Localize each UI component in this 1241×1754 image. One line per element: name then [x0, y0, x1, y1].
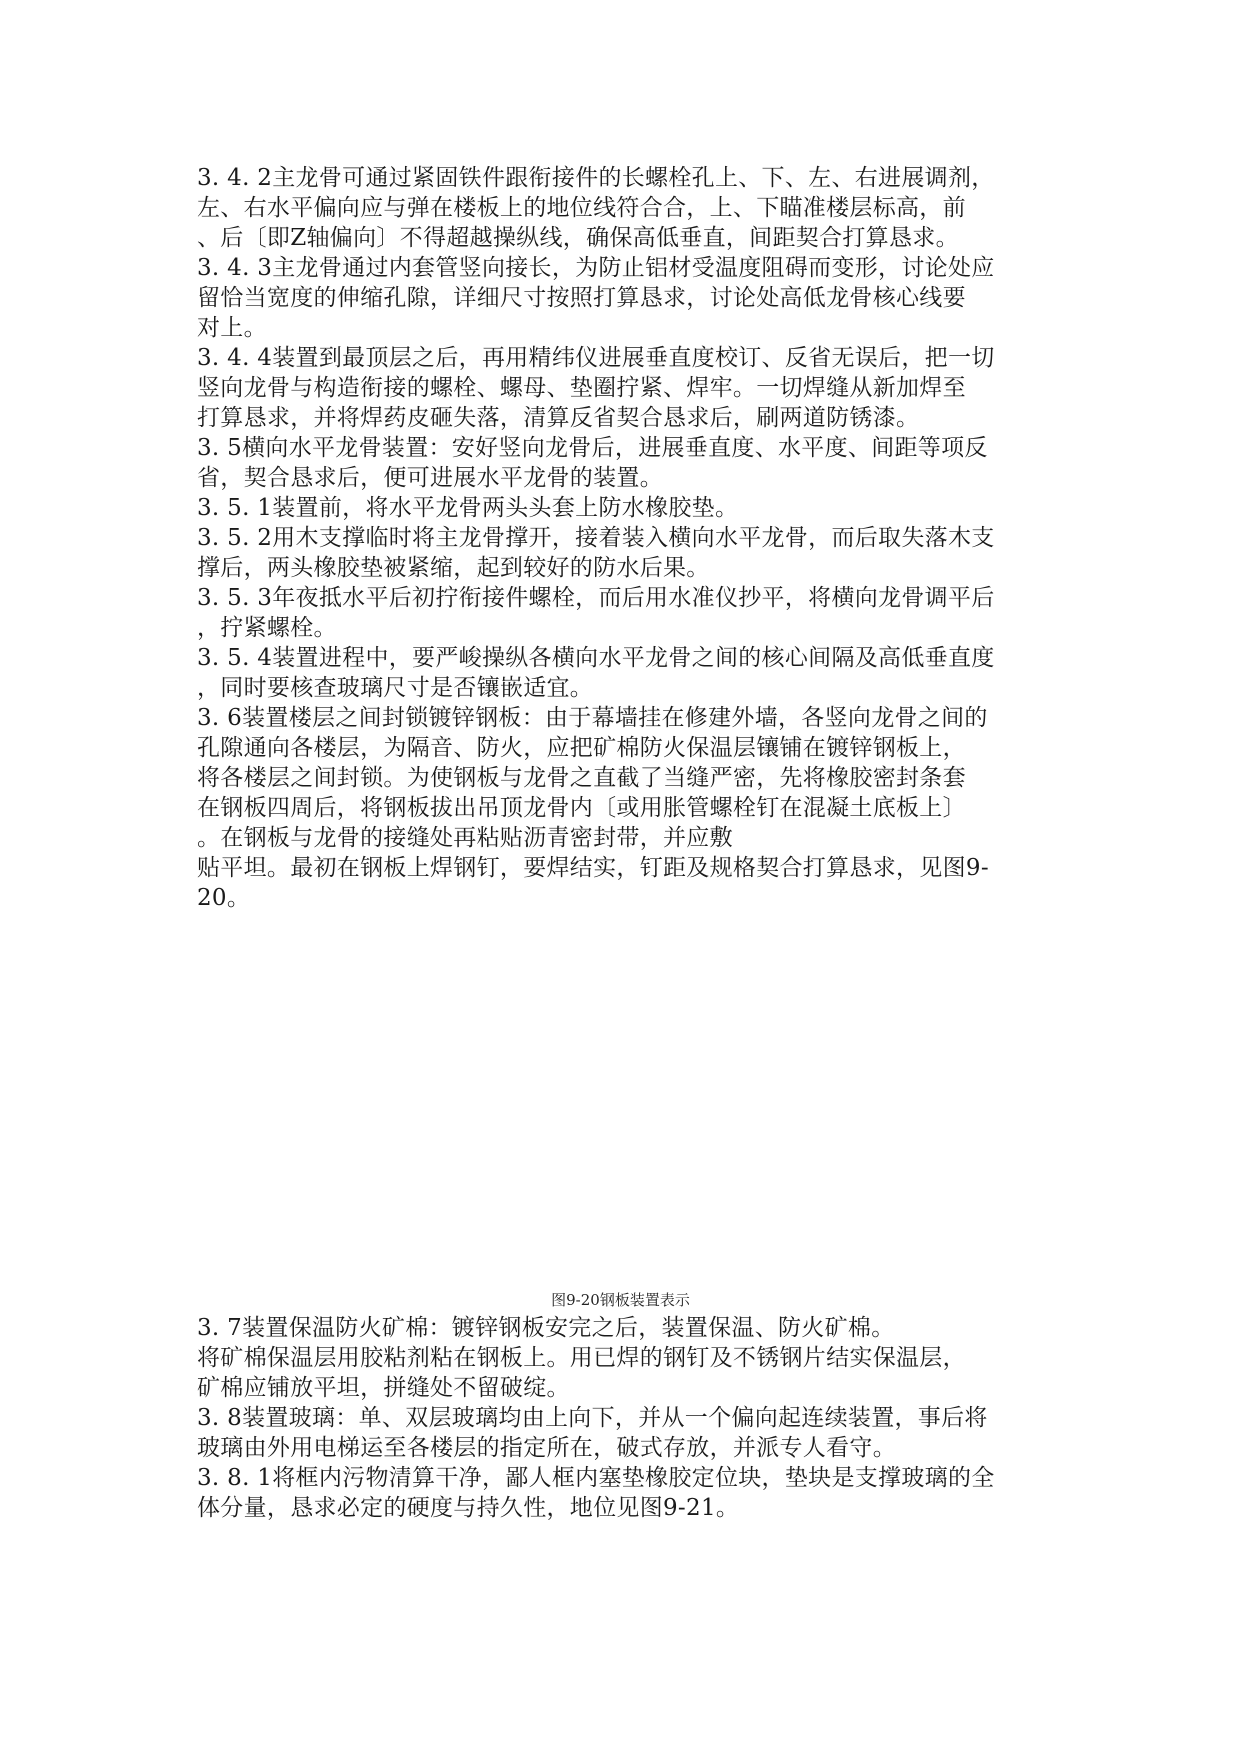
- text-line: ，拧紧螺栓。: [197, 615, 337, 641]
- text-line: 3. 5. 2用木支撑临时将主龙骨撑开，接着装入横向水平龙骨，而后取失落木支: [197, 525, 995, 551]
- text-line: 3. 4. 3主龙骨通过内套管竖向接长，为防止铝材受温度阻碍而变形，讨论处应: [197, 255, 995, 281]
- text-line: 将矿棉保温层用胶粘剂粘在钢板上。用已焊的钢钉及不锈钢片结实保温层，: [197, 1345, 966, 1371]
- text-line: 3. 8. 1将框内污物清算干净，鄙人框内塞垫橡胶定位块，垫块是支撑玻璃的全: [197, 1465, 995, 1491]
- text-line: 打算恳求，并将焊药皮砸失落，清算反省契合恳求后，刷两道防锈漆。: [197, 405, 920, 431]
- text-line: 左、右水平偏向应与弹在楼板上的地位线符合合，上、下瞄准楼层标高，前: [197, 195, 966, 221]
- text-line: 留恰当宽度的伸缩孔隙，详细尺寸按照打算恳求，讨论处高低龙骨核心线要: [197, 285, 966, 311]
- text-line: 贴平坦。最初在钢板上焊钢钉，要焊结实，钉距及规格契合打算恳求，见图9-: [197, 855, 989, 881]
- text-line: 孔隙通向各楼层，为隔音、防火，应把矿棉防火保温层镶铺在镀锌钢板上，: [197, 735, 966, 761]
- text-line: 3. 5. 4装置进程中，要严峻操纵各横向水平龙骨之间的核心间隔及高低垂直度: [197, 645, 995, 671]
- text-line: 20。: [197, 885, 251, 911]
- text-line: 撑后，两头橡胶垫被紧缩，起到较好的防水后果。: [197, 555, 710, 581]
- text-line: 3. 4. 4装置到最顶层之后，再用精纬仪进展垂直度校订、反省无误后，把一切: [197, 345, 995, 371]
- text-line: 。在钢板与龙骨的接缝处再粘贴沥青密封带，并应敷: [197, 825, 733, 851]
- text-line: 对上。: [197, 315, 267, 341]
- text-line: ，同时要核查玻璃尺寸是否镶嵌适宜。: [197, 675, 594, 701]
- text-line: 竖向龙骨与构造衔接的螺栓、螺母、垫圈拧紧、焊牢。一切焊缝从新加焊至: [197, 375, 966, 401]
- text-line: 矿棉应铺放平坦，拼缝处不留破绽。: [197, 1375, 570, 1401]
- text-line: 3. 8装置玻璃：单、双层玻璃均由上向下，并从一个偏向起连续装置，事后将: [197, 1405, 988, 1431]
- text-line: 3. 4. 2主龙骨可通过紧固铁件跟衔接件的长螺栓孔上、下、左、右进展调剂，: [197, 165, 995, 191]
- text-line: 3. 5. 3年夜抵水平后初拧衔接件螺栓，而后用水准仪抄平，将横向龙骨调平后: [197, 585, 995, 611]
- text-line: 在钢板四周后，将钢板拔出吊顶龙骨内〔或用胀管螺栓钉在混凝土底板上〕: [197, 795, 966, 821]
- figure-caption: 图9-20钢板装置表示: [551, 1291, 690, 1309]
- text-line: 体分量，恳求必定的硬度与持久性，地位见图9-21。: [197, 1495, 740, 1521]
- text-line: 3. 5. 1装置前，将水平龙骨两头头套上防水橡胶垫。: [197, 495, 739, 521]
- text-line: 省，契合恳求后，便可进展水平龙骨的装置。: [197, 465, 663, 491]
- text-line: 将各楼层之间封锁。为使钢板与龙骨之直截了当缝严密，先将橡胶密封条套: [197, 765, 966, 791]
- text-line: 3. 6装置楼层之间封锁镀锌钢板：由于幕墙挂在修建外墙，各竖向龙骨之间的: [197, 705, 988, 731]
- text-line: 3. 7装置保温防火矿棉：镀锌钢板安完之后，装置保温、防火矿棉。: [197, 1315, 895, 1341]
- text-line: 、后〔即Z轴偏向〕不得超越操纵线，确保高低垂直，间距契合打算恳求。: [197, 225, 959, 251]
- text-line: 3. 5横向水平龙骨装置：安好竖向龙骨后，进展垂直度、水平度、间距等项反: [197, 435, 988, 461]
- text-line: 玻璃由外用电梯运至各楼层的指定所在，破式存放，并派专人看守。: [197, 1435, 896, 1461]
